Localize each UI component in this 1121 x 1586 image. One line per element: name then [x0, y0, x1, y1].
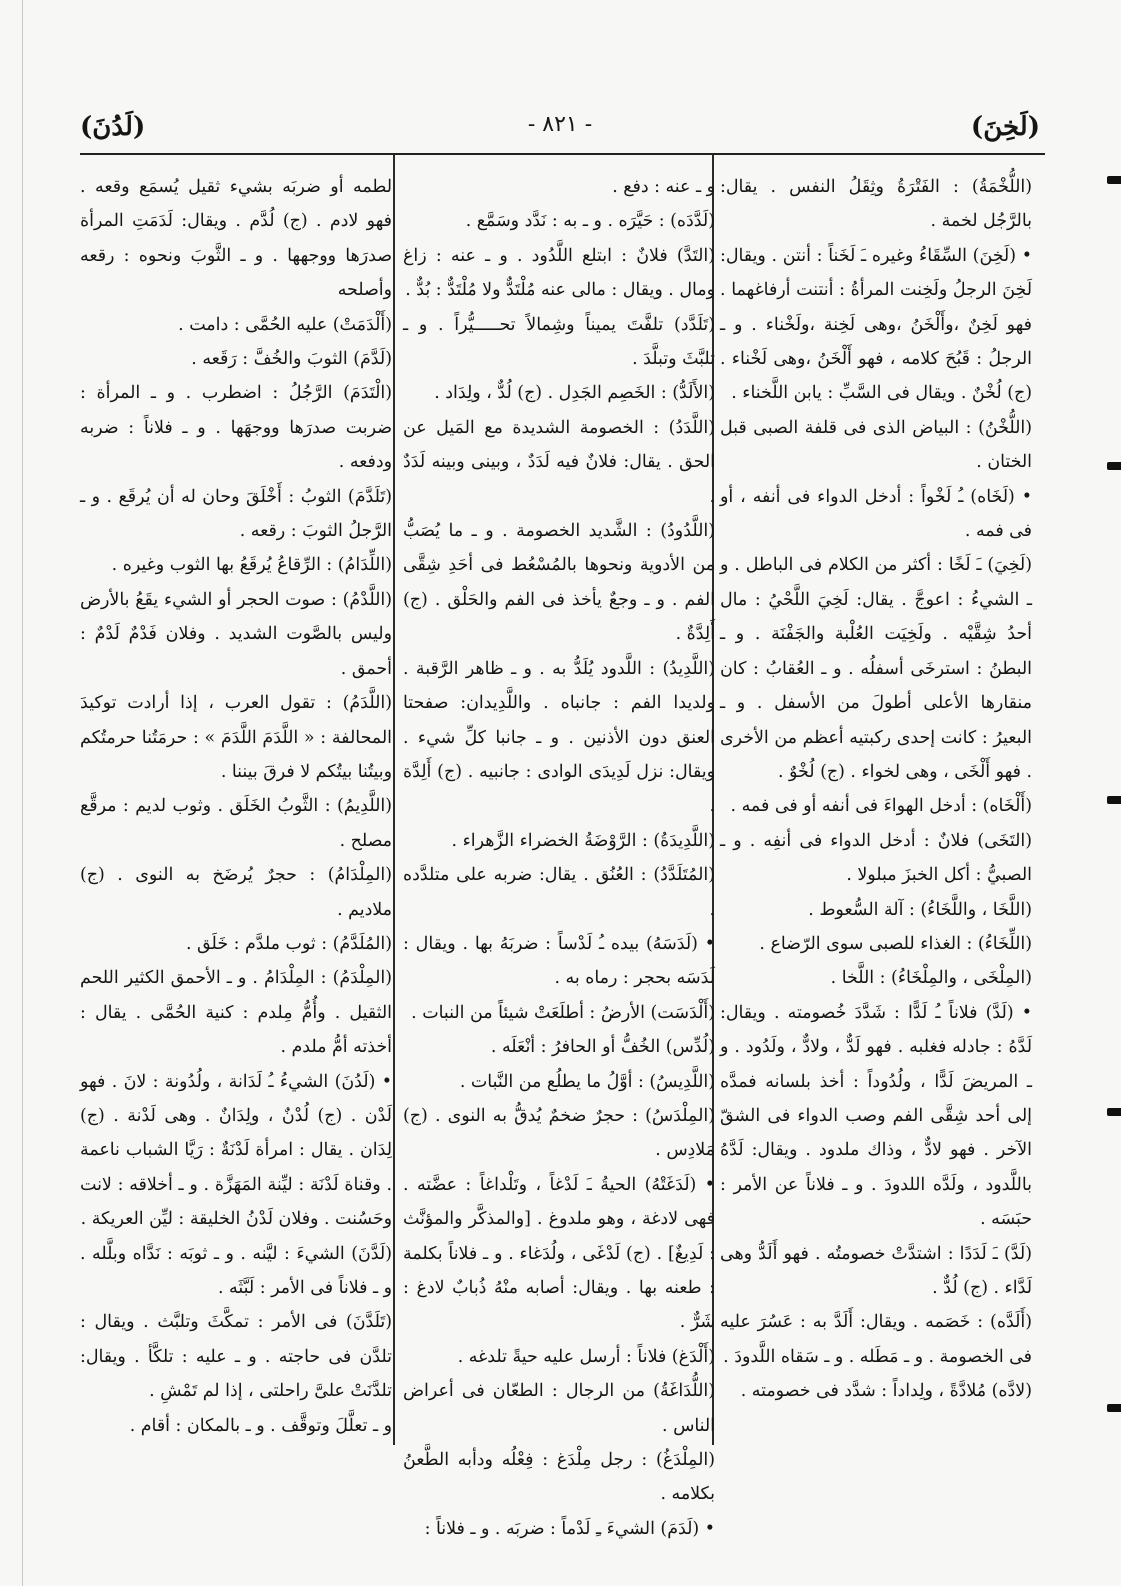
entry: • (لَدَسَهُ) بيده ـُ لَدْساً : ضربَهُ بها . ويقال : لَدَسَه بحجر : رماه به . [403, 933, 715, 989]
entry: (اللَّدَمُ) : تقول العرب ، إذا أرادت توكيدَ المحالفة : « اللَّدَمَ اللَّدَمَ » : حرمَتُنا حرمتُكم وبيتُنا بيتُكم لا فرقَ بيننا . [80, 693, 392, 782]
entry: (التَخَى) فلانٌ : أدخل الدواء فى أنفِه . و ـ الصبيُّ : أكل الخبزَ مبلولا . [720, 830, 1032, 886]
entry: (اللَّدْمُ) : صوت الحجر أو الشيء يقَعُ بالأرض وليس بالصَّوت الشديد . وفلان فَدْمٌ لَدْمٌ : أحمق . [80, 589, 392, 679]
edge-mark [1107, 1404, 1121, 1412]
edge-mark [1107, 462, 1121, 470]
entry: • (لَدُنَ) الشيءُ ـُ لَدَانة ، ولُدُونة : لانَ . فهو لَدْن . (ج) لُدْنٌ ، ولِدَانٌ . وهى لَدْنة . (ج) لِدَان . يقال : امرأة لَدْنَةٌ : رَيَّا الشباب ناعمة . وقناة لَدْنَة : ليِّنة المَهَزَّة . و ـ أخلاقه : لانت وحَسُنت . وفلان لَدْنُ الخليقة : ليِّن العريكة . [80, 1071, 392, 1230]
page-number: - ٨٢١ - [527, 112, 593, 137]
entry: (اللِّخَاءُ) : الغذاء للصبى سوى الرّضاع . [759, 933, 1032, 954]
entry: (اللَّدِيمُ) : الثَّوبُ الخَلَق . وثوب لديم : مرقَّع مصلح . [80, 796, 392, 851]
entry: (تَلَدَّنَ) فى الأمر : تمكَّثَ وتلبَّث . ويقال : تلدَّن فى حاجته . و ـ عليه : تلكَّأ . ويقال: تلدَّنَتْ علىَّ راحلتى ، إذا لم تَمْشِ . [80, 1312, 392, 1402]
entry: (لادَّه) مُلادَّةً ، ولِداداً : شدَّد فى خصومته . [740, 1381, 1032, 1402]
entry: (تَلَدَّد) تلفَّتَ يميناً وشِمالاً تحـــــيُّراً . و ـ تلبَّثَ وتبلَّدَ . [403, 314, 715, 370]
entry: (اللِّدَامُ) : الرِّقاعُ يُرقَعُ بها الثوب وغيره . [111, 555, 392, 576]
entry: (أَلْدَسَت) الأرضُ : أطلَعَتْ شيئاً من النبات . [411, 1002, 715, 1023]
entry: (اللَّدِيدُ) : اللَّدود يُلَدُّ به . و ـ ظاهر الرَّقبة . ولديدا الفم : جانباه . واللَّدِيدان: صفحتا العنق دون الأذنين . و ـ جانبا كلِّ شيء . ويقال: نزل لَدِيدَى الوادى : جانبيه . (ج) أَلِدَّة . [403, 658, 715, 817]
entry: (أَلَدَّه) : خَصَمه . ويقال: أَلَدَّ به : عَسُرَ عليه فى الخصومة . و ـ مَطَله . و ـ سَقاه اللَّدودَ . [720, 1312, 1032, 1367]
entry: (المِلْدَسُ) : حجرٌ ضخمٌ يُدقُّ به النوى . (ج) مَلادِس . [403, 1105, 715, 1161]
entry: • (لَخِنَ) السِّقَاءُ وغيره ـَ لَخَناً : أنتن . ويقال: لَخِنَ الرجلُ ولَخِنت المرأةُ : أنتنت أرفاغهما . فهو لَخِنٌ ،وأَلْخَنُ ،وهى لَخِنة ،ولَخْناء . و ـ الرجلُ : قَبُحَ كلامه ، فهو أَلْخَنُ ،وهى لَخْناء . (ج) لُخْنٌ . ويقال فى السَّبِّ : يابن اللَّخناء . [720, 245, 1032, 404]
entry: (التَدَّ) فلانٌ : ابتلع اللَّدُود . و ـ عنه : زاغ ومال . ويقال : مالى عنه مُلْتَدٌّ ولا مُلْتَدٌّ : بُدٌّ . [403, 245, 715, 301]
edge-mark [1107, 796, 1121, 804]
header-rule [80, 153, 1045, 155]
entry: (الْتَدَمَ) الرَّجُلُ : اضطرب . و ـ المرأة : ضربت صدرَها ووجهَها . و ـ فلاناً : ضربه ودفعه . [80, 383, 392, 473]
entry: (الأَلَدُّ) : الخَصِم الجَدِل . (ج) لُدٌّ ، ولِدَاد . [434, 383, 715, 404]
entry: (اللَّدِيدَةُ) : الرَّوْضَةُ الخضراء الزَّهراء . [451, 830, 715, 851]
entry: (اللَّدُودُ) : الشَّديد الخصومة . و ـ ما يُصَبُّ من الأدوية ونحوها بالمُسْعُط فى أحَدِ شِقَّى الفم . و ـ وجعٌ يأخذ فى الفم والحَلْق . (ج) أَلِدَّةٌ . [403, 521, 715, 645]
entry: (اللَّدَدُ) : الخصومة الشديدة مع المَيل عن الحق . يقال: فلانٌ فيه لَدَدٌ ، وبينى وبينه لَدَدٌ . [403, 417, 715, 507]
entry: (المِلْدَمُ) : المِلْدَامُ . و ـ الأحمق الكثير اللحم الثقيل . وأُمُّ مِلدم : كنية الحُمَّى . يقال : أخذته أمُّ ملدم . [80, 968, 392, 1058]
column-divider [393, 155, 395, 1445]
entry: • (لَدَغَتْهُ) الحيةُ ـَ لَدْغاً ، وتَلْداغاً : عضَّته . فهى لادغة ، وهو ملدوغ . [والمذكَّر والمؤنَّث : لَدِيغٌ] . (ج) لَدْغَى ، ولُدَغاء . و ـ فلاناً بكلمة : طعنه بها . ويقال: أصابه منْهُ ذُبابٌ لادغ : شَرٌّ . [403, 1174, 715, 1333]
entry: (لُدِّس) الخُفُّ أو الحافرُ : أنْعَلَه . [490, 1037, 715, 1058]
column-right [720, 170, 1032, 1440]
edge-mark [1107, 176, 1121, 184]
entry: (اللُّخْمَةُ) : الفَتْرَةُ وثِقَلُ النفس . يقال: بالرَّجُل لخمة . [720, 177, 1032, 232]
entry: • (لَدَّ) فلاناً ـُ لَدًّا : شَدَّدَ خُصومته . ويقال: لَدَّهُ : جادله فغلبه . فهو لَدٌّ ، ولادٌّ ، ولَدُود . و ـ المريضَ لَدًّا ، ولُدُوداً : أخذ بلسانه فمدَّه إلى أحد شِقَّى الفم وصب الدواء فى الشقّ الآخر . فهو لادٌّ ، وذاك ملدود . ويقال: لَدَّهُ باللَّدود ، ولَدَّه اللدودَ . و ـ فلاناً عن الأمر : حبَسَه . [720, 1002, 1032, 1230]
page-header [80, 112, 1040, 152]
column-left [80, 170, 392, 1440]
entry: لطمه أو ضربَه بشيء ثقيل يُسمَع وقعه . فهو لادم . (ج) لُدَّم . ويقال: لَدَمَتِ المرأة صدرَها ووجهها . و ـ الثَّوبَ ونحوه : رقعه وأصلحه [80, 177, 392, 301]
entry: (المِلْدَامُ) : حجرٌ يُرضَخ به النوى . (ج) ملاديم . [80, 865, 392, 920]
entry: (تَلَدَّمَ) الثوبُ : أَخْلَقَ وحان له أن يُرقَع . و ـ الرَّجلُ الثوبَ : رقعه . [80, 486, 392, 542]
entry: (اللَّدِيسُ) : أوَّلُ ما يطلُع من النَّبات . [459, 1071, 715, 1092]
header-keyword-right: (لَخِنَ) [970, 112, 1040, 142]
entry: (المُلَدَّمُ) : ثوب ملدَّم : خَلَق . [186, 933, 392, 954]
page-edge-line [22, 0, 23, 1586]
entry: • (لَدَمَ) الشيءَ ـِ لَدْماً : ضربَه . و ـ فلاناً : [424, 1518, 715, 1539]
entry: (أَلْدَمَتْ) عليه الحُمَّى : دامت . [178, 314, 392, 335]
entry: (المِلْدَغُ) : رجل مِلْدَغ : فِعْلُه ودأبه الطَّعنُ بكلامه . [403, 1450, 715, 1505]
entry: (اللُّخْنُ) : البياض الذى فى قلفة الصبى قبل الختان . [720, 417, 1032, 473]
entry: (أَلْدَغ) فلاناً : أرسل عليه حيةً تلدغه . [457, 1346, 715, 1367]
entry: (المِلْخَى ، والمِلْخَاءُ) : اللَّخا . [830, 968, 1032, 989]
entry: (لَدَّمَ) الثوبَ والخُفَّ : رَقَعه . [191, 349, 392, 370]
entry: (لَدَّنَ) الشيءَ : ليَّنه . و ـ ثوبَه : نَدَّاه وبلَّله . و ـ فلاناً فى الأمر : لَبَّثَه . [80, 1243, 392, 1298]
entry: (المُتَلَدَّدُ) : العُنُق . يقال: ضربه على متلدَّده . [403, 865, 715, 920]
header-keyword-left: (لَدُنَ) [80, 112, 146, 142]
edge-mark [1107, 1108, 1121, 1116]
entry: و ـ عنه : دفع . [612, 177, 715, 197]
entry: (لَخِيَ) ـَ لَخًا : أكثر من الكلام فى الباطل . و ـ الشيءُ : اعوجَّ . يقال: لَخِيَ اللَّحْيُ : مال أحدُ شِقَّيْه . ولَخِيَت العُلْبة والجَفْنَة . و ـ البطنُ : استرخَى أسفلُه . و ـ العُقابُ : كان منقارها الأعلى أطولَ من الأسفل . و ـ البعيرُ : كانت إحدى ركبتيه أعظم من الأخرى . فهو أَلْخَى ، وهى لخواء . (ج) لُخْوٌ . [720, 555, 1032, 782]
entry: (لَدَّ) ـَ لَدَدًا : اشتدَّتْ خصومتُه . فهو أَلَدُّ وهى لَدَّاء . (ج) لُدٌّ . [720, 1243, 1032, 1298]
entry: (اللَّخَا ، واللَّخَاءُ) : آلة السُّعوط . [808, 899, 1032, 920]
entry: (اللُّدَاغَةُ) من الرجال : الطعّان فى أعراض الناس . [403, 1381, 715, 1436]
entry: و ـ تعلَّلَ وتوقَّف . و ـ بالمكان : أقام . [129, 1415, 392, 1436]
entry: (لَدَّدَه) : حَيَّرَه . و ـ به : نَدَّد وسَمَّع . [465, 211, 715, 232]
entry: • (لَخَاه) ـُ لَخْواً : أدخل الدواء فى أنفه ، أو فى فمه . [720, 486, 1032, 542]
column-middle [403, 170, 715, 1539]
entry: (أَلْخَاه) : أدخل الهواءَ فى أنفه أو فى فمه . [730, 796, 1032, 817]
